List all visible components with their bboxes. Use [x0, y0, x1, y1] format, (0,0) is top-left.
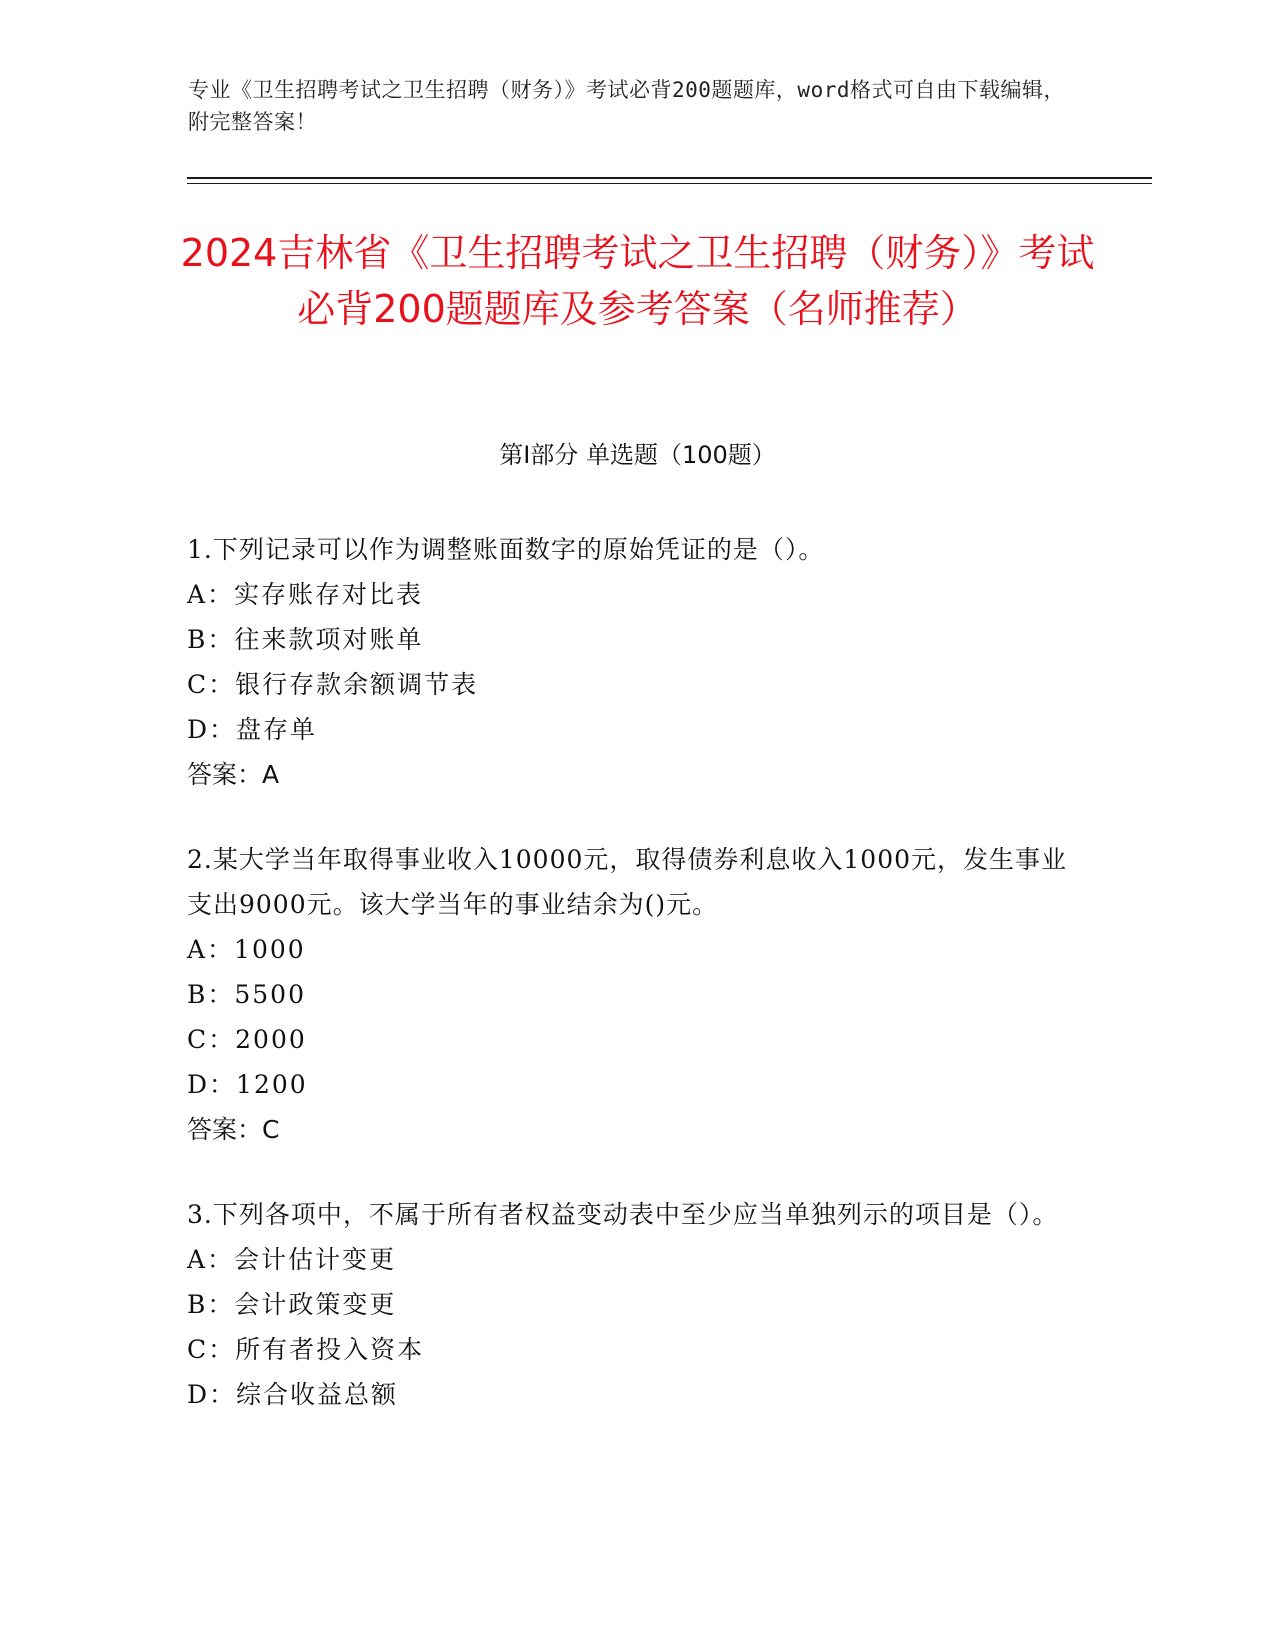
header-divider-thin — [187, 183, 1152, 184]
question-stem: 1.下列记录可以作为调整账面数字的原始凭证的是（）。 — [187, 535, 825, 564]
option-d: D：1200 — [187, 1070, 308, 1099]
option-a: A：实存账存对比表 — [187, 580, 424, 609]
question-3 — [187, 1192, 1067, 1417]
answer: 答案：C — [187, 1115, 280, 1144]
option-c: C：所有者投入资本 — [187, 1335, 425, 1364]
option-c: C：2000 — [187, 1025, 307, 1054]
question-stem: 2.某大学当年取得事业收入10000元，取得债券利息收入1000元，发生事业支出9000元。该大学当年的事业结余为()元。 — [187, 845, 1068, 919]
question-stem: 3.下列各项中，不属于所有者权益变动表中至少应当单独列示的项目是（）。 — [187, 1200, 1059, 1229]
option-d: D：盘存单 — [187, 715, 318, 744]
option-a: A：会计估计变更 — [187, 1245, 397, 1274]
option-b: B：5500 — [187, 980, 306, 1009]
option-b: B：往来款项对账单 — [187, 625, 424, 654]
question-2 — [187, 837, 1067, 1152]
option-d: D：综合收益总额 — [187, 1380, 399, 1409]
answer: 答案：A — [187, 760, 280, 789]
document-title: 2024吉林省《卫生招聘考试之卫生招聘（财务）》考试必背200题题库及参考答案（名师推荐） — [180, 231, 1095, 331]
question-1 — [187, 527, 1067, 797]
header-divider-thick — [187, 177, 1152, 179]
option-c: C：银行存款余额调节表 — [187, 670, 479, 699]
question-list — [187, 527, 1067, 1457]
option-a: A：1000 — [187, 935, 306, 964]
option-b: B：会计政策变更 — [187, 1290, 397, 1319]
section-heading: 第Ⅰ部分 单选题（100题） — [499, 441, 776, 469]
header-note: 专业《卫生招聘考试之卫生招聘（财务）》考试必背200题题库，word格式可自由下载编辑，附完整答案！ — [188, 78, 1065, 134]
